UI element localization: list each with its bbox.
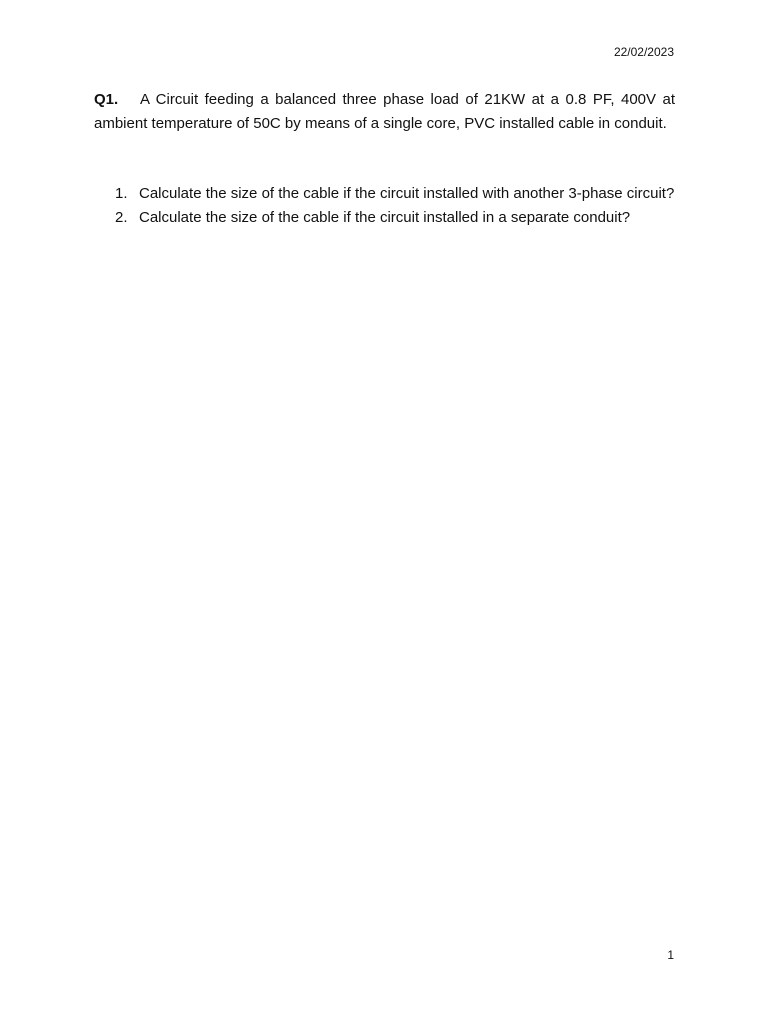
question-text: A Circuit feeding a balanced three phase load of 21KW at a 0.8 PF, 400V at ambient temperature of 50C by means of a single core, PVC installed cable in conduit. bbox=[94, 91, 675, 132]
document-date: 22/02/2023 bbox=[613, 45, 674, 59]
list-item-number: 1. bbox=[115, 185, 128, 202]
question-paragraph bbox=[94, 88, 675, 135]
list-item-text: Calculate the size of the cable if the circuit installed with another 3-phase circuit? bbox=[139, 185, 675, 202]
page-number: 1 bbox=[667, 948, 674, 962]
list-item-text: Calculate the size of the cable if the circuit installed in a separate conduit? bbox=[139, 208, 631, 226]
list-item bbox=[94, 182, 675, 206]
question-number: Q1. bbox=[94, 91, 119, 108]
list-item bbox=[94, 206, 675, 230]
list-item-number: 2. bbox=[115, 208, 128, 226]
sub-question-list bbox=[94, 182, 675, 229]
